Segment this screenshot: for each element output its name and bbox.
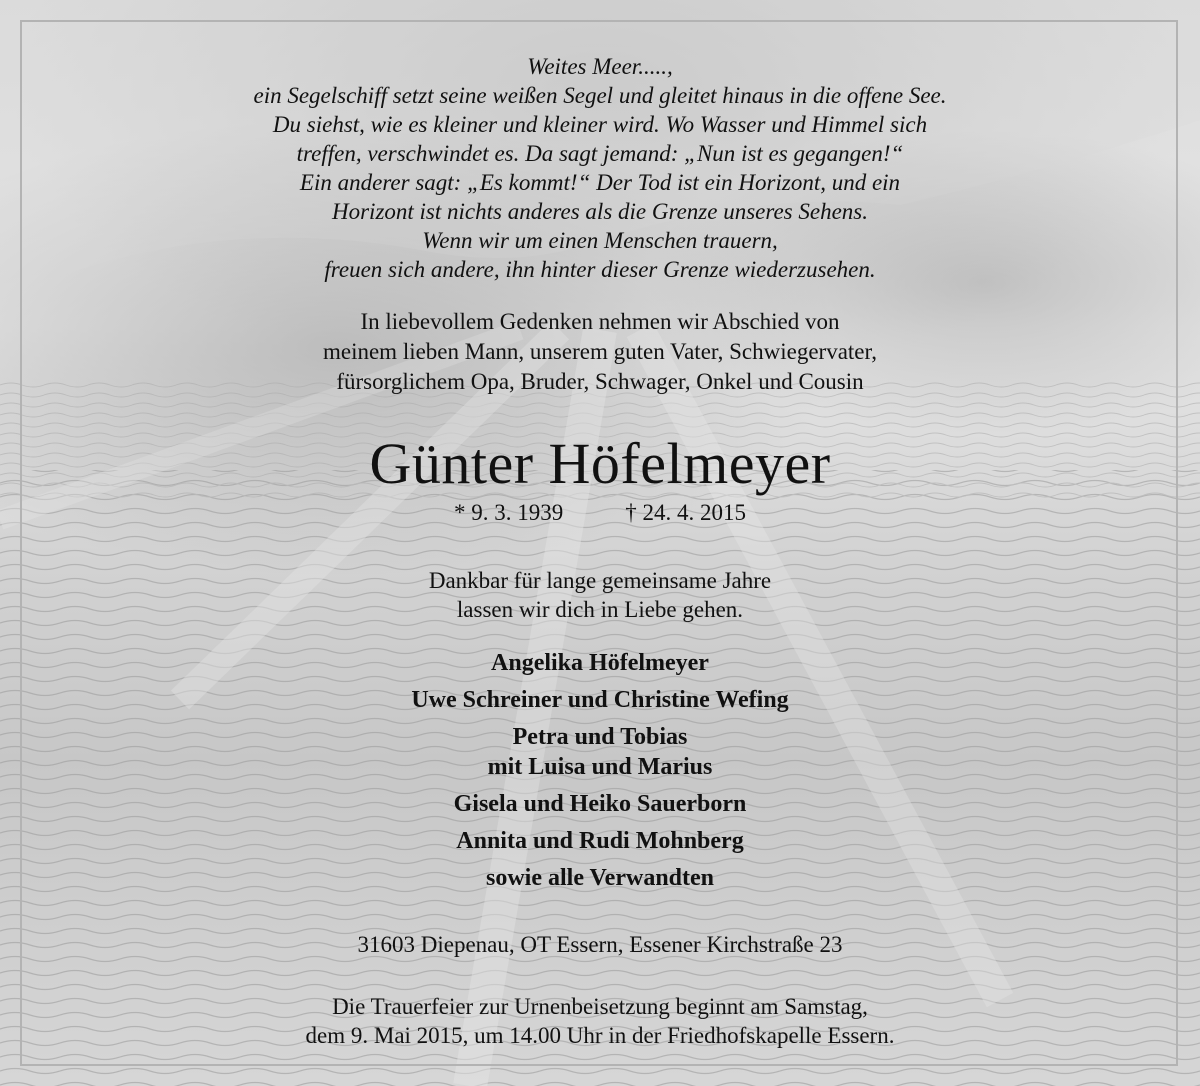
- mourner-group: [100, 826, 1100, 856]
- poem-line: ein Segelschiff setzt seine weißen Segel und gleitet hinaus in die offene See.: [253, 83, 947, 108]
- intro-line: meinem lieben Mann, unserem guten Vater, Schwiegervater,: [322, 339, 878, 364]
- service-line: Die Trauerfeier zur Urnenbeisetzung beginnt am Samstag,: [332, 994, 868, 1019]
- poem: [100, 52, 1100, 284]
- poem-line: treffen, verschwindet es. Da sagt jemand: „Nun ist es gegangen!“: [296, 141, 904, 166]
- intro-line: In liebevollem Gedenken nehmen wir Abschied von: [360, 309, 840, 334]
- deceased-name: Günter Höfelmeyer: [369, 431, 831, 496]
- thanks-line: Dankbar für lange gemeinsame Jahre: [428, 568, 772, 593]
- mourner-line: Gisela und Heiko Sauerborn: [453, 791, 747, 817]
- mourner-line: Petra und Tobias: [512, 724, 688, 750]
- funeral-service-info: [100, 992, 1100, 1050]
- family-address: 31603 Diepenau, OT Essern, Essener Kirchstraße 23: [357, 932, 843, 957]
- intro-line: fürsorglichem Opa, Bruder, Schwager, Onkel und Cousin: [336, 369, 864, 394]
- mourner-line: Annita und Rudi Mohnberg: [456, 828, 744, 854]
- poem-line: freuen sich andere, ihn hinter dieser Grenze wiederzusehen.: [324, 257, 876, 282]
- death-date: † 24. 4. 2015: [625, 500, 746, 525]
- mourner-group: [100, 722, 1100, 782]
- birth-date: * 9. 3. 1939: [454, 500, 564, 525]
- life-dates: [100, 498, 1100, 528]
- mourner-line: mit Luisa und Marius: [487, 754, 713, 780]
- thanks-text: [100, 566, 1100, 624]
- mourner-group: [100, 685, 1100, 715]
- poem-line: Wenn wir um einen Menschen trauern,: [422, 228, 778, 253]
- mourners-list: [100, 648, 1100, 900]
- mourner-group: [100, 863, 1100, 893]
- mourner-group: [100, 789, 1100, 819]
- poem-line: Ein anderer sagt: „Es kommt!“ Der Tod ist ein Horizont, und ein: [299, 170, 901, 195]
- poem-line: Weites Meer.....,: [527, 54, 673, 79]
- farewell-intro: [100, 307, 1100, 397]
- mourner-line: Uwe Schreiner und Christine Wefing: [411, 687, 789, 713]
- poem-line: Horizont ist nichts anderes als die Grenze unseres Sehens.: [332, 199, 868, 224]
- mourner-group: [100, 648, 1100, 678]
- mourner-line: Angelika Höfelmeyer: [491, 650, 709, 676]
- thanks-line: lassen wir dich in Liebe gehen.: [456, 597, 744, 622]
- mourner-line: sowie alle Verwandten: [486, 865, 714, 891]
- poem-line: Du siehst, wie es kleiner und kleiner wird. Wo Wasser und Himmel sich: [272, 112, 928, 137]
- service-line: dem 9. Mai 2015, um 14.00 Uhr in der Friedhofskapelle Essern.: [305, 1023, 895, 1048]
